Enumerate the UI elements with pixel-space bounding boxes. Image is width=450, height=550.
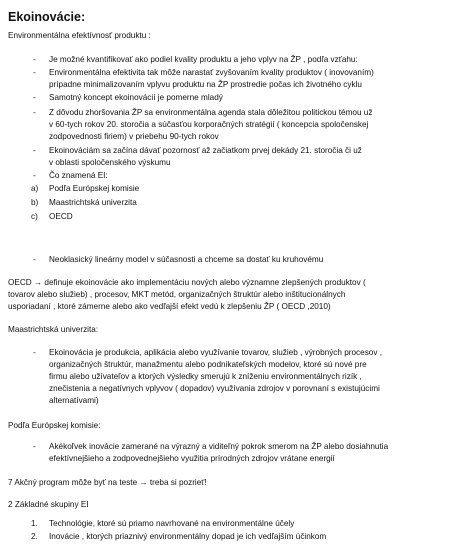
sublist-marker: c) (31, 212, 38, 221)
oecd-paragraph-line: OECD → definuje ekoinovácie ako implementáciu nových alebo významne zlepšených produktov ( (8, 278, 366, 287)
bullet-dash: - (33, 442, 36, 451)
maastricht-heading: Maastrichtská univerzita: (8, 325, 99, 334)
numbered-marker: 1. (31, 519, 38, 528)
sublist-item: Maastrichtská univerzita (49, 198, 137, 207)
akcny-program-note: 7 Akčný program môže byť na teste → treba si pozrieť! (8, 478, 207, 487)
bullet-dash: - (33, 255, 36, 264)
list-item: Samotný koncept ekoinovácií je pomerne mladý (49, 93, 223, 102)
numbered-item: Inovácie , ktorých priaznivý environmentálny dopad je ich vedľajším účinkom (49, 532, 327, 541)
list-item: Neoklasický lineárny model v súčasnosti a chceme sa dostať ku kruhovému (49, 255, 324, 264)
sublist-item: Podľa Európskej komisie (49, 184, 140, 193)
bullet-dash: - (33, 55, 36, 64)
oecd-paragraph-line: usporiadaní , ktoré zámerne alebo ako vedľajší efekt vedú k zlepšeniu ŽP ( OECD ,2010) (8, 302, 331, 311)
list-item: Je možné kvantifikovať ako podiel kvality produktu a jeho vplyv na ŽP , podľa vzťahu: (49, 55, 358, 64)
maastricht-line: alternatívami) (49, 396, 99, 405)
list-item: Environmentálna efektivita tak môže narastať zvyšovaním kvality produktov ( inovovaním) (49, 68, 374, 77)
oecd-paragraph-line: tovarov alebo služieb) , procesov, MKT metód, organizačných štruktúr alebo inštitucionálnych (8, 290, 346, 299)
bullet-dash: - (33, 171, 36, 180)
eu-line: Akékoľvek inovácie zamerané na výrazný a viditeľný pokrok smerom na ŽP alebo dosiahnutia (49, 442, 389, 451)
eu-line: efektívnejšieho a zodpovednejšieho využitia prírodných zdrojov vrátane energií (49, 454, 335, 463)
list-item-continuation: prípadne minimalizovaním vplyvu produktu na ŽP prostredie počas ich životného cyklu (49, 80, 362, 89)
numbered-item: Technológie, ktoré sú priamo navrhované na environmentálne účely (49, 519, 295, 528)
list-item-continuation: zodpovednosti firiem) v priebehu 90-tych rokov (49, 132, 219, 141)
list-item: Z dôvodu zhoršovania ŽP sa environmentálna agenda stala dôležitou politickou témou už (49, 108, 373, 117)
bullet-dash: - (33, 108, 36, 117)
bullet-dash: - (33, 146, 36, 155)
sublist-marker: a) (31, 184, 39, 193)
bullet-dash: - (33, 93, 36, 102)
maastricht-line: Ekoinovácia je produkcia, aplikácia alebo využívanie tovarov, služieb , výrobných procesov , (49, 348, 382, 357)
sublist-marker: b) (31, 198, 39, 207)
eu-heading: Podľa Európskej komisie: (8, 421, 101, 430)
bullet-dash: - (33, 348, 36, 357)
sublist-item: OECD (49, 212, 73, 221)
maastricht-line: organizačných štruktúr, manažmentu alebo podnikateľských modelov, ktoré sú nové pre (49, 360, 367, 369)
list-item: Čo znamená EI: (49, 171, 108, 180)
list-item-continuation: v oblasti spoločenského výskumu (49, 158, 171, 167)
page-title: Ekoinovácie: (8, 10, 86, 24)
intro-text: Environmentálna efektívnosť produktu : (8, 31, 151, 40)
list-item: Ekoinováciám sa začína dávať pozornosť až začiatkom prvej dekády 21. storočia či už (49, 146, 362, 155)
maastricht-line: znečistenia a negatívnych vplyvov ( dopadov) využívania zdrojov v porovnaní s existujúcimi (49, 384, 380, 393)
skupiny-heading: 2 Základné skupiny EI (8, 500, 89, 509)
maastricht-line: firmu alebo užívateľov a ktorých výsledky smerujú k zníženiu environmentálnych rizík , (49, 372, 362, 381)
bullet-dash: - (33, 68, 36, 77)
list-item-continuation: v 60-tych rokov 20. storočia a súčasťou korporačných stratégií ( koncepcia spoločenskej (49, 120, 369, 129)
numbered-marker: 2. (31, 532, 38, 541)
